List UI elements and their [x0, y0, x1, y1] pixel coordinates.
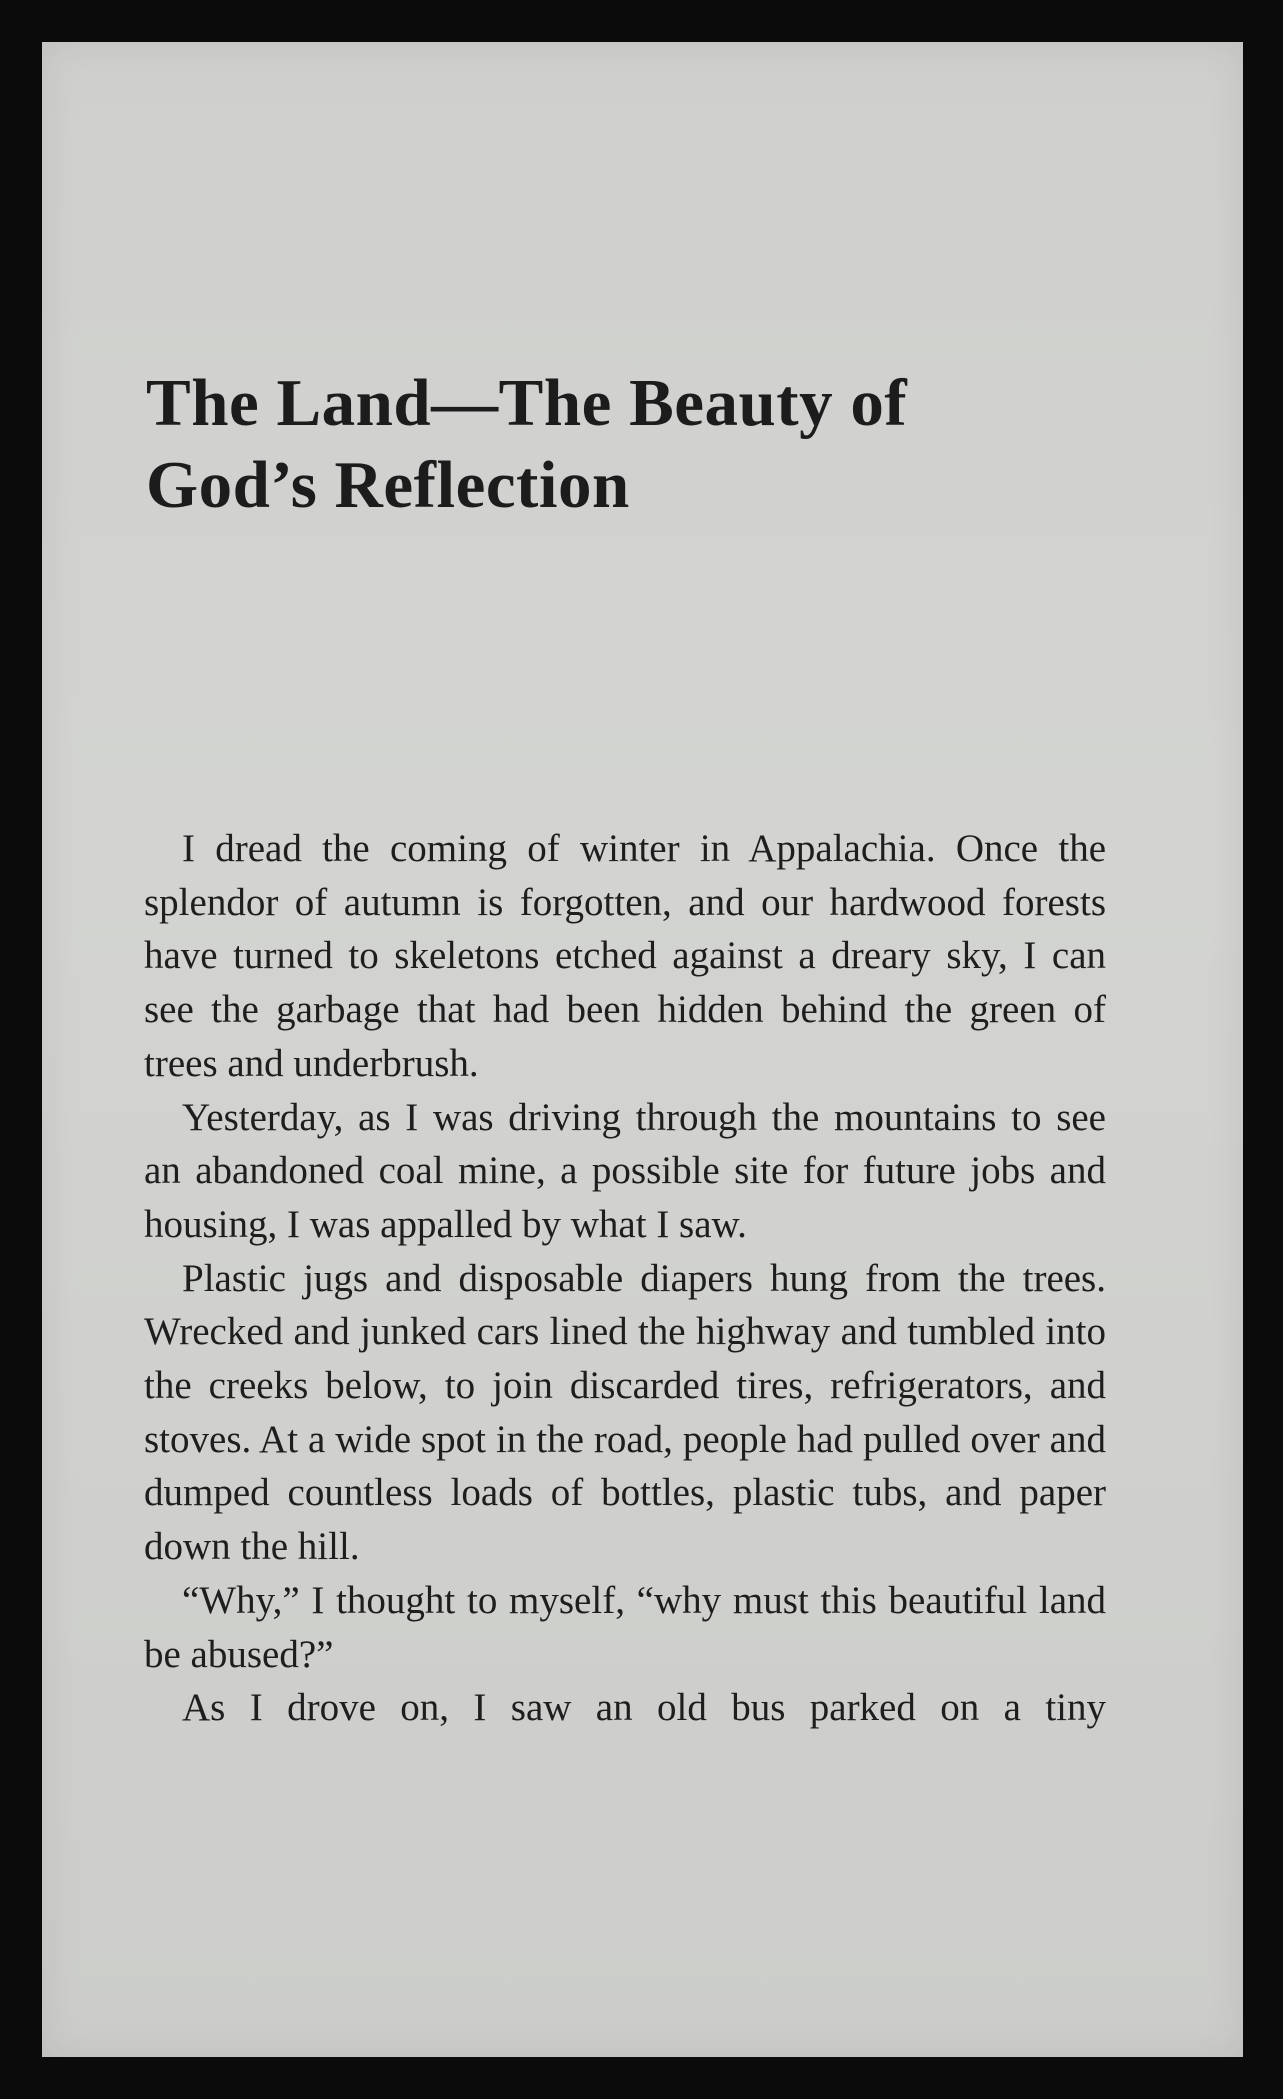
paragraph-5: As I drove on, I saw an old bus parked on a tiny — [182, 1686, 1106, 1730]
paragraph-3: Plastic jugs and disposable diapers hung from the trees. Wrecked and junked cars lined the highway and tumbled into the creeks below, to join discarded tires, refrigerators, and stoves. At a wide spot in the road, people had pulled over and dumped countless loads of bottles, plastic tubs, and paper down the hill. — [144, 1256, 1106, 1569]
book-page — [42, 42, 1243, 2057]
paragraph-4: “Why,” I thought to myself, “why must this beautiful land be abused?” — [144, 1578, 1106, 1676]
chapter-title-line-1: The Land—The Beauty of — [146, 366, 908, 440]
body-text — [144, 822, 1106, 1735]
paragraph-2: Yesterday, as I was driving through the mountains to see an abandoned coal mine, a possible site for future jobs and housing, I was appalled by what I saw. — [144, 1095, 1106, 1246]
chapter-title — [146, 362, 1146, 526]
paragraph-1: I dread the coming of winter in Appalachia. Once the splendor of autumn is forgotten, and our hardwood forests have turned to skeletons etched against a dreary sky, I can see the garbage that had been hidden behind the green of trees and underbrush. — [144, 827, 1106, 1085]
chapter-title-line-2: God’s Reflection — [146, 448, 630, 522]
